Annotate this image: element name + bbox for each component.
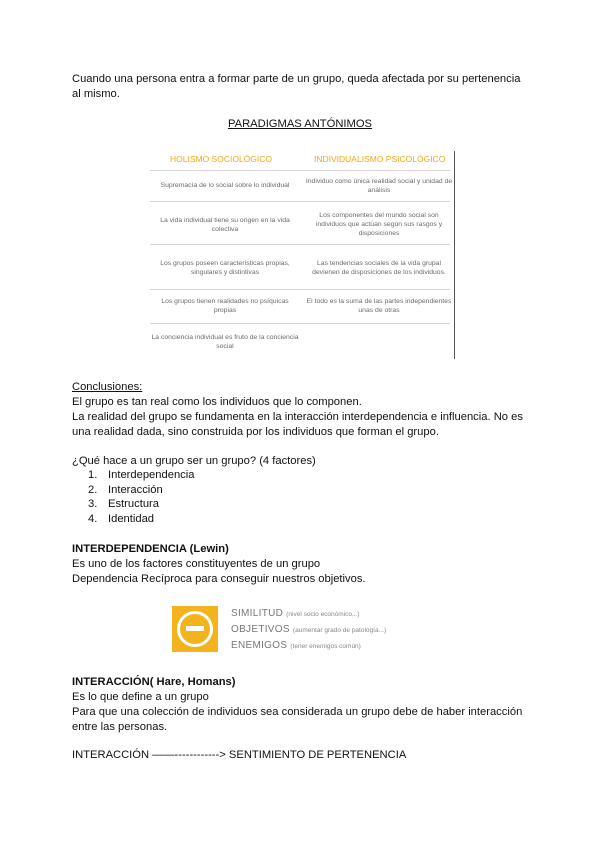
list-item [88,468,194,483]
interdependencia-line-1: Es uno de los factores constituyentes de un grupo [72,558,321,570]
table-header-right: INDIVIDUALISMO PSICOLÓGICO [314,154,446,164]
conclusions-heading: Conclusiones: [72,381,143,393]
table-cell: Los grupos poseen características propias, singulares y distintivas [160,260,290,276]
conclusions-line-1: El grupo es tan real como los individuos que lo componen. [72,396,362,408]
factor-name: ENEMIGOS [231,640,288,651]
factor-item [231,608,360,619]
conclusions-line-2: La realidad del grupo se fundamenta en la interacción interdependencia e influencia. No es [72,411,523,423]
interaccion-line-3: entre las personas. [72,721,168,733]
list-number: 4. [88,513,98,525]
list-label: Interacción [108,484,163,496]
table-cell: El todo es la suma de las partes independientes unas de otras [306,298,452,314]
conclusions-line-3: una realidad dada, sino construida por los individuos que forman el grupo. [72,426,439,438]
paradigms-table [140,149,456,359]
table-divider [150,323,450,324]
table-cell: La conciencia individual es fruto de la conciencia social [151,334,299,350]
table-right-border [454,151,455,359]
list-item [88,497,159,512]
factors-question: ¿Qué hace a un grupo ser un grupo? (4 factores) [72,455,316,467]
table-divider [150,170,450,171]
list-label: Identidad [108,513,155,525]
factor-item [231,640,361,651]
table-divider [150,244,450,245]
table-cell: La vida individual tiene su origen en la vida colectiva [160,217,290,233]
intro-line-1: Cuando una persona entra a formar parte de un grupo, queda afectada por su pertenencia [72,73,521,85]
interaccion-heading: INTERACCIÓN( Hare, Homans) [72,676,236,688]
list-label: Interdependencia [108,469,195,481]
list-number: 3. [88,498,98,510]
factor-name: OBJETIVOS [231,624,290,635]
table-cell: Supremacía de lo social sobre lo individual [160,182,290,189]
table-header-left: HOLISMO SOCIOLÓGICO [170,154,273,164]
table-cell: Individuo como única realidad social y unidad de análisis [305,178,453,194]
interdependencia-heading: INTERDEPENDENCIA (Lewin) [72,543,229,555]
table-cell: Los componentes del mundo social son individuos que actúan según sus rasgos y disposiciones [315,212,443,237]
interaccion-line-2: Para que una colección de individuos sea considerada un grupo debe de haber interacción [72,706,523,718]
factor-name: SIMILITUD [231,608,284,619]
list-label: Estructura [108,498,159,510]
table-divider [150,201,450,202]
factor-note: (aumentar grado de patología...) [292,627,387,634]
list-number: 1. [88,469,98,481]
paradigms-title: PARADIGMAS ANTÓNIMOS [227,118,372,130]
list-item [88,483,163,498]
intro-line-2: al mismo. [72,88,120,100]
interdependencia-line-2: Dependencia Recíproca para conseguir nuestros objetivos. [72,573,366,585]
table-cell: Las tendencias sociales de la vida grupal devienen de disposiciones de los individuos. [312,260,446,276]
table-divider [150,289,450,290]
factor-note: (nivel socio económico...) [286,611,360,618]
factor-note: (tener enemigos común) [290,643,361,650]
factor-item [231,624,386,635]
list-number: 2. [88,484,98,496]
list-item [88,512,154,527]
interaccion-arrow-line: INTERACCIÓN ——------------> SENTIMIENTO DE PERTENENCIA [72,749,407,761]
table-cell: Los grupos tienen realidades no psíquicas propias [161,298,289,314]
interaccion-line-1: Es lo que define a un grupo [72,691,209,703]
no-entry-sign-icon [172,606,218,652]
